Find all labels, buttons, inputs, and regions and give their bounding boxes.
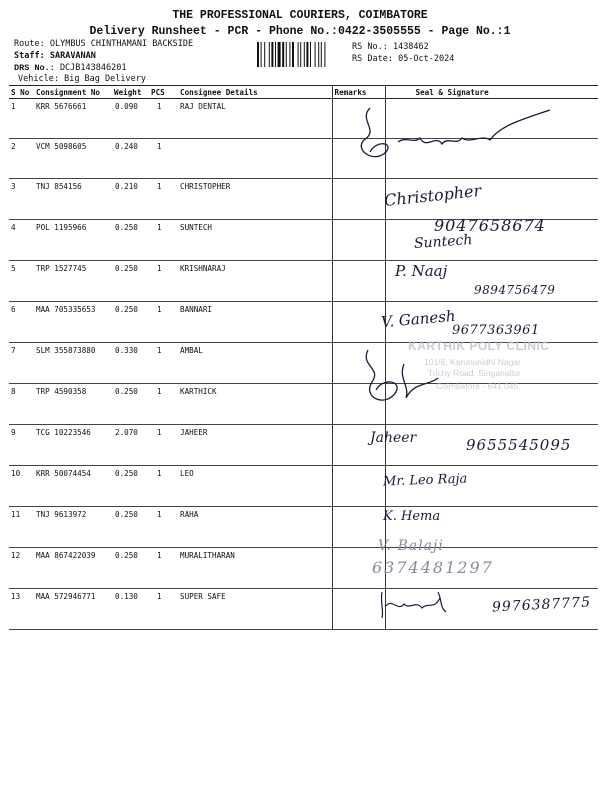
col-weight: Weight (112, 86, 149, 99)
cell-pcs: 1 (149, 466, 178, 507)
cell-consignment: VCM 5098605 (34, 139, 112, 179)
cell-consignee: LEO (178, 466, 332, 507)
cell-pcs: 1 (149, 507, 178, 548)
phone-row-4: 9047658674 (434, 216, 546, 235)
phone-row-9: 9655545095 (466, 436, 572, 454)
vehicle-line (18, 74, 146, 84)
cell-pcs: 1 (149, 343, 178, 384)
table-row (9, 507, 598, 548)
drs-line (14, 63, 126, 73)
route-line (14, 39, 193, 49)
cell-sno: 3 (9, 179, 34, 220)
signature-row-6: V. Ganesh (380, 306, 457, 332)
signature-row-10: Mr. Leo Raja (382, 471, 468, 490)
cell-pcs: 1 (149, 179, 178, 220)
signature-row-12: V. Balaji (378, 538, 444, 554)
cell-consignee: SUNTECH (178, 220, 332, 261)
col-pcs: PCS (149, 86, 178, 99)
cell-sno: 5 (9, 261, 34, 302)
cell-remarks (332, 261, 385, 302)
runsheet-subtitle: Delivery Runsheet - PCR - Phone No.:0422-3505555 - Page No.:1 (89, 25, 511, 38)
col-consignee: Consignee Details (178, 86, 332, 99)
cell-consignee: BANNARI (178, 302, 332, 343)
cell-consignment: TNJ 854156 (34, 179, 112, 220)
stamp-line-3: Trichy Road, Singanallur (428, 368, 521, 378)
cell-consignment: TCG 10223546 (34, 425, 112, 466)
cell-consignment: TRP 1527745 (34, 261, 112, 302)
cell-consignment: MAA 572946771 (34, 589, 112, 630)
drs-label: DRS No.: (14, 63, 55, 73)
signature-scribble-row-7-8 (358, 342, 478, 417)
rs-date-label: RS Date: (352, 54, 393, 64)
col-seal-signature: Seal & Signature (385, 86, 598, 99)
cell-weight: 2.070 (112, 425, 149, 466)
phone-row-13: 9976387775 (491, 594, 592, 616)
cell-weight: 0.250 (112, 220, 149, 261)
cell-weight: 0.250 (112, 384, 149, 425)
cell-consignment: KRR 5676661 (34, 99, 112, 139)
signature-row-4: Suntech (413, 231, 473, 253)
cell-pcs: 1 (149, 425, 178, 466)
staff-value: SARAVANAN (49, 51, 96, 61)
cell-consignee: AMBAL (178, 343, 332, 384)
cell-sno: 7 (9, 343, 34, 384)
cell-weight: 0.250 (112, 261, 149, 302)
cell-consignment: KRR 50074454 (34, 466, 112, 507)
cell-remarks (332, 179, 385, 220)
cell-consignment: TRP 4590358 (34, 384, 112, 425)
cell-weight: 0.250 (112, 507, 149, 548)
cell-consignment: MAA 867422039 (34, 548, 112, 589)
cell-weight: 0.130 (112, 589, 149, 630)
cell-weight: 0.250 (112, 548, 149, 589)
cell-sno: 9 (9, 425, 34, 466)
cell-pcs: 1 (149, 99, 178, 139)
cell-sno: 8 (9, 384, 34, 425)
cell-weight: 0.240 (112, 139, 149, 179)
cell-pcs: 1 (149, 220, 178, 261)
cell-pcs: 1 (149, 384, 178, 425)
cell-weight: 0.250 (112, 302, 149, 343)
vehicle-label: Vehicle: (18, 74, 59, 84)
table-row (9, 548, 598, 589)
cell-sno: 6 (9, 302, 34, 343)
cell-consignment: TNJ 9613972 (34, 507, 112, 548)
cell-remarks (332, 302, 385, 343)
signature-scribble-row-1-2 (350, 100, 570, 180)
cell-sno: 10 (9, 466, 34, 507)
phone-row-6: 9677363961 (452, 323, 540, 338)
cell-consignment: POL 1195966 (34, 220, 112, 261)
cell-consignee (178, 139, 332, 179)
col-remarks: Remarks (332, 86, 385, 99)
vehicle-value: Big Bag Delivery (64, 74, 146, 84)
col-sno: S No (9, 86, 34, 99)
signature-row-9: Jaheer (370, 430, 417, 446)
cell-consignee: KARTHICK (178, 384, 332, 425)
rs-no-label: RS No.: (352, 42, 388, 52)
cell-weight: 0.250 (112, 466, 149, 507)
signature-row-11: K. Hema (383, 509, 441, 524)
stamp-line-4: Coimbatore - 641 045. (436, 381, 521, 391)
table-row (9, 179, 598, 220)
rs-date-line (352, 54, 454, 64)
cell-weight: 0.330 (112, 343, 149, 384)
cell-weight: 0.210 (112, 179, 149, 220)
phone-row-5: 9894756479 (474, 283, 556, 297)
table-row (9, 466, 598, 507)
cell-pcs: 1 (149, 302, 178, 343)
cell-sno: 11 (9, 507, 34, 548)
cell-consignee: RAJ DENTAL (178, 99, 332, 139)
cell-consignee: RAHA (178, 507, 332, 548)
cell-pcs: 1 (149, 548, 178, 589)
cell-sno: 13 (9, 589, 34, 630)
drs-value: DCJB143846201 (59, 63, 127, 73)
stamp-line-1: KARTHIK POLY CLINIC (408, 339, 550, 353)
stamp-line-2: 101/6, Karunanidhi Nagar (424, 357, 521, 367)
cell-remarks (332, 466, 385, 507)
cell-pcs: 1 (149, 589, 178, 630)
signature-row-3: Christopher (383, 180, 482, 211)
rs-no-line (352, 42, 429, 52)
col-consignment: Consignment No (34, 86, 112, 99)
signature-row-5: P. Naaj (395, 262, 448, 280)
cell-consignment: MAA 705335653 (34, 302, 112, 343)
cell-sno: 12 (9, 548, 34, 589)
cell-pcs: 1 (149, 261, 178, 302)
cell-consignment: SLM 355873880 (34, 343, 112, 384)
cell-remarks (332, 220, 385, 261)
cell-consignee: MURALITHARAN (178, 548, 332, 589)
rs-date-value: 05-Oct-2024 (398, 54, 455, 64)
cell-consignee: SUPER SAFE (178, 589, 332, 630)
cell-sno: 2 (9, 139, 34, 179)
table-header-row (9, 86, 598, 99)
cell-weight: 0.090 (112, 99, 149, 139)
staff-label: Staff: (14, 51, 45, 61)
cell-sno: 4 (9, 220, 34, 261)
barcode (257, 42, 343, 67)
phone-row-12: 6374481297 (372, 558, 494, 577)
route-label: Route: (14, 39, 45, 49)
rs-no-value: 1438462 (392, 42, 429, 52)
cell-consignee: JAHEER (178, 425, 332, 466)
cell-pcs: 1 (149, 139, 178, 179)
cell-sno: 1 (9, 99, 34, 139)
route-value: OLYMBUS CHINTHAMANI BACKSIDE (49, 39, 194, 49)
company-title: THE PROFESSIONAL COURIERS, COIMBATORE (172, 9, 428, 22)
staff-line (14, 51, 96, 61)
cell-consignee: CHRISTOPHER (178, 179, 332, 220)
signature-scribble-row-13 (376, 588, 466, 623)
cell-consignee: KRISHNARAJ (178, 261, 332, 302)
